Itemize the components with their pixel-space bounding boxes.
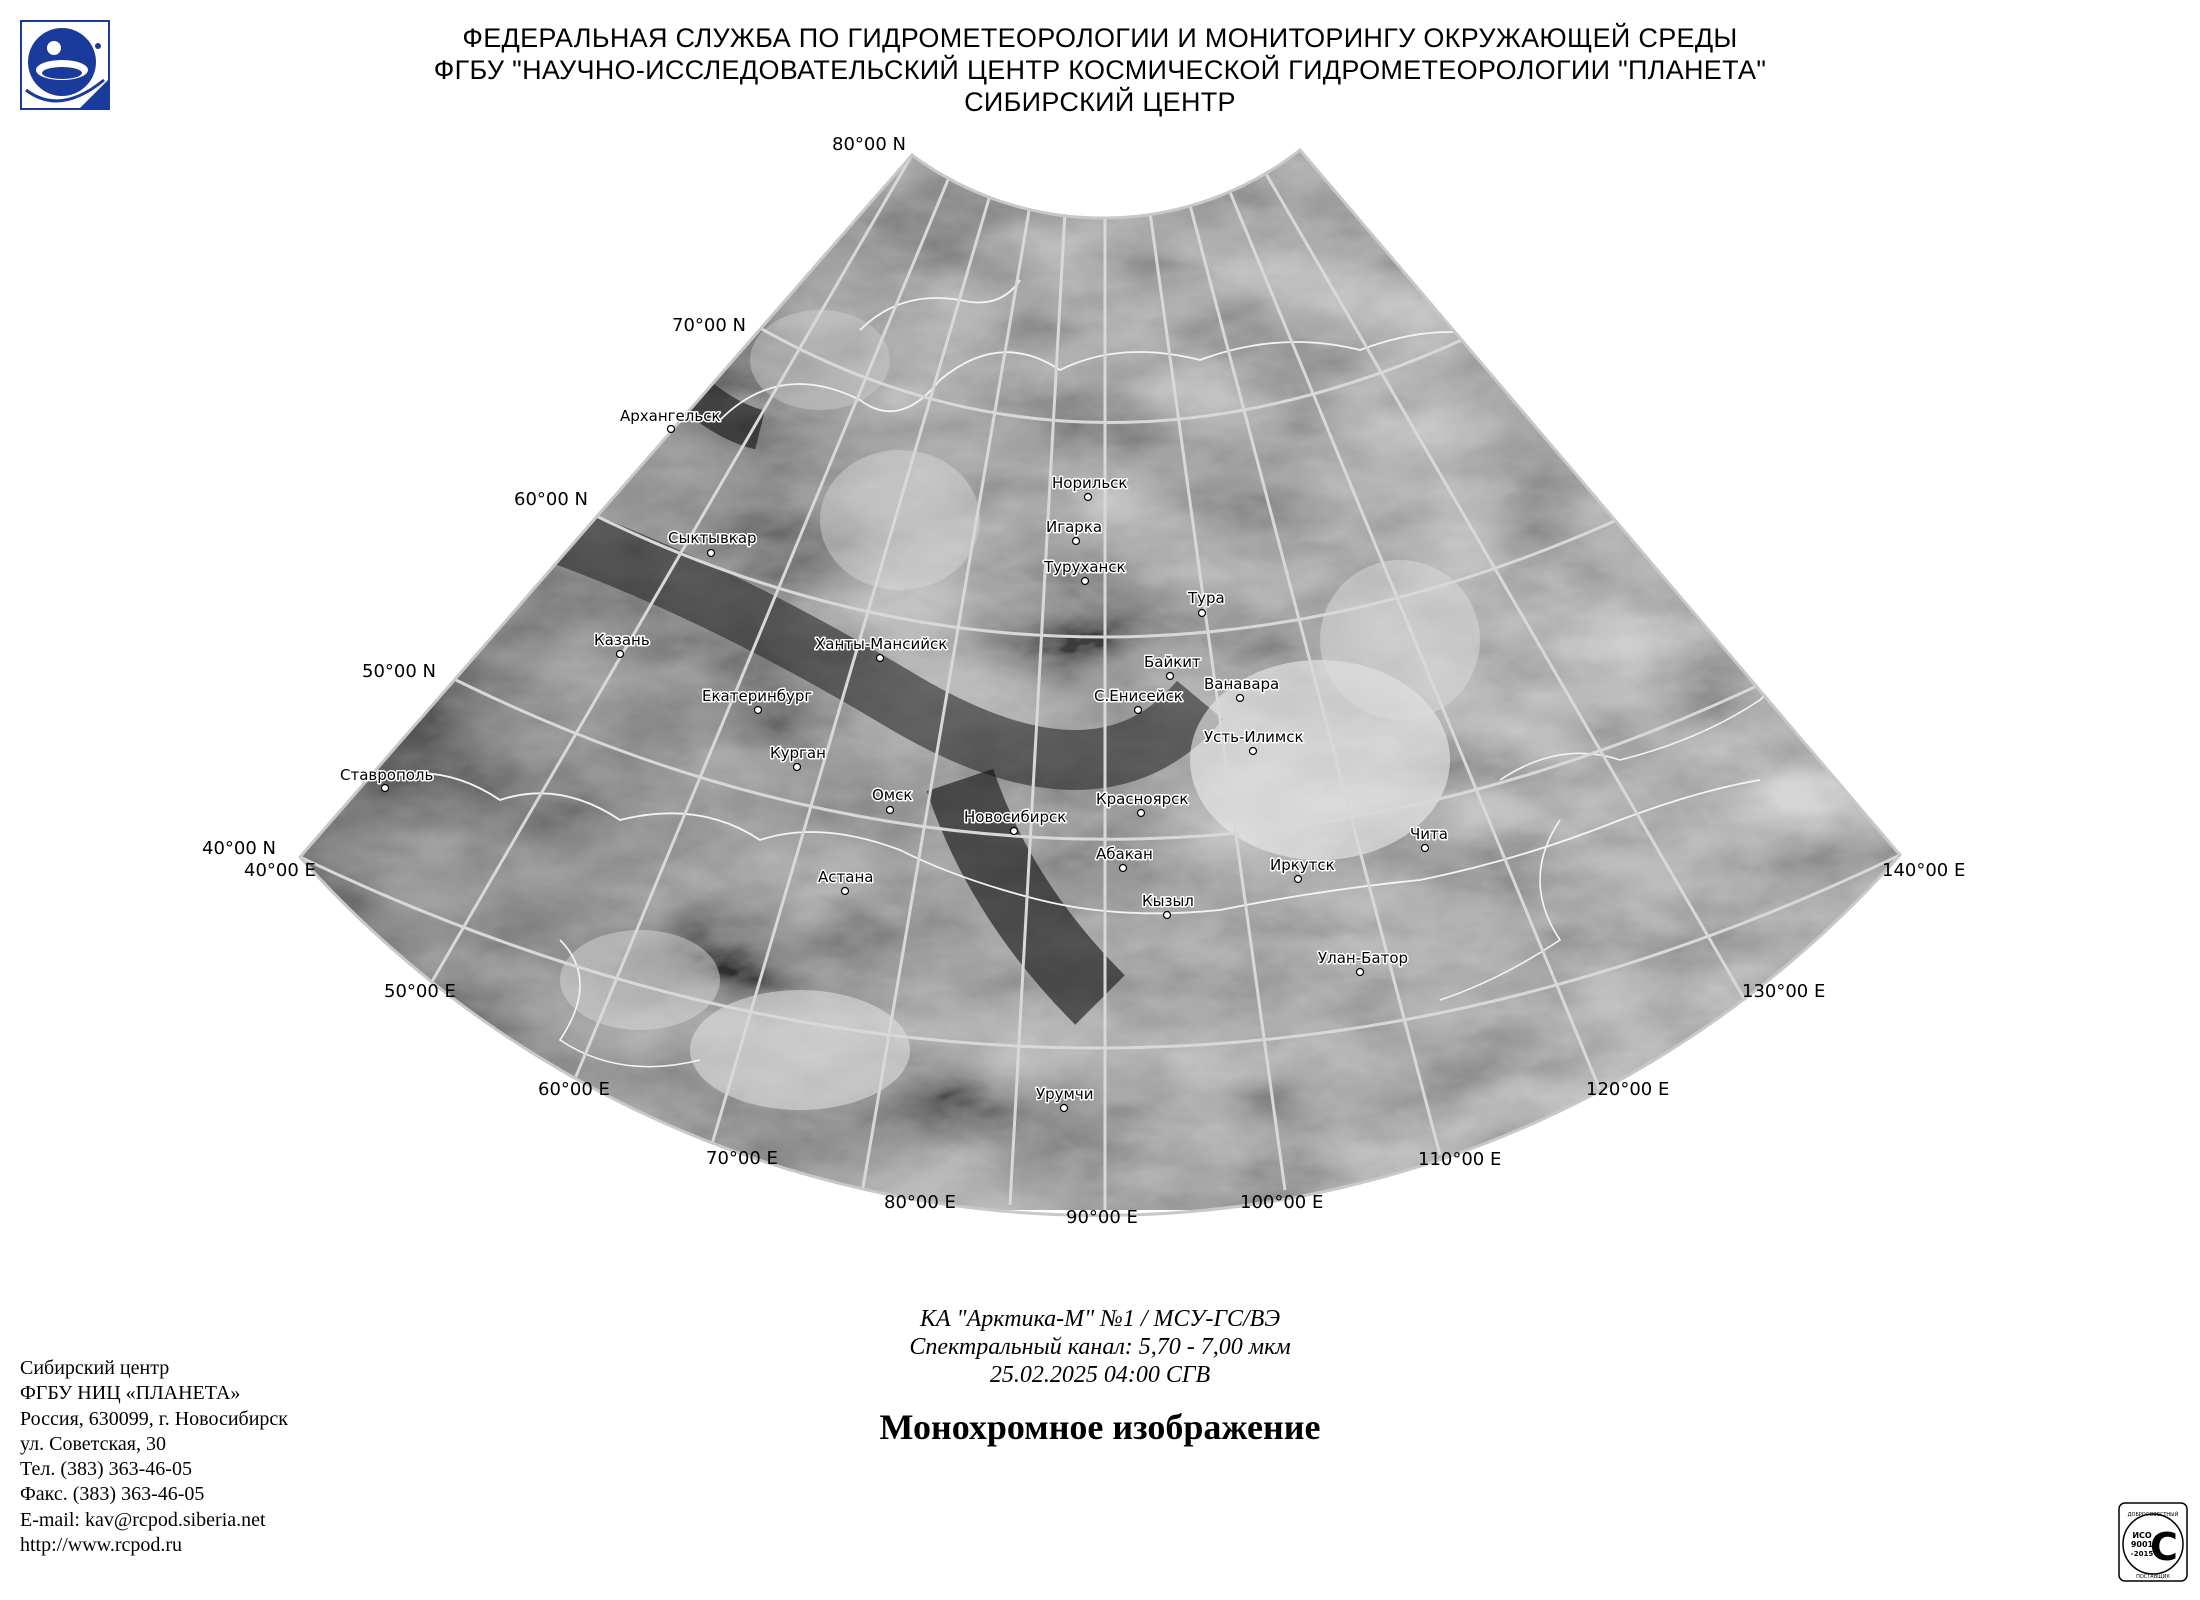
city-label: Астана [818, 868, 874, 886]
iso-badge-letter: С [2150, 1525, 2178, 1569]
lat-label: 60°00 N [514, 489, 588, 510]
city-label: Ханты-Мансийск [815, 635, 948, 653]
city-label: Омск [872, 786, 913, 804]
city-label: Тура [1188, 589, 1225, 607]
contact-line: ФГБУ НИЦ «ПЛАНЕТА» [20, 1382, 241, 1405]
header-line-2: ФГБУ "НАУЧНО-ИССЛЕДОВАТЕЛЬСКИЙ ЦЕНТР КОСМИЧЕСКОЙ ГИДРОМЕТЕОРОЛОГИИ "ПЛАНЕТА" [433, 55, 1767, 85]
lon-label: 140°00 E [1882, 860, 1966, 881]
lon-label: 110°00 E [1418, 1149, 1502, 1170]
city-label: Красноярск [1096, 790, 1189, 808]
iso-certificate-icon [2118, 1502, 2188, 1582]
lon-label: 70°00 E [706, 1148, 778, 1169]
city-label: Сыктывкар [668, 529, 757, 547]
contact-email: E-mail: kav@rcpod.siberia.net [20, 1508, 266, 1531]
iso-badge-line2: 9001 [2130, 1540, 2154, 1549]
lon-label: 90°00 E [1066, 1207, 1138, 1228]
lon-label: 60°00 E [538, 1079, 610, 1100]
city-label: Архангельск [620, 407, 721, 425]
contact-line: ул. Советская, 30 [20, 1432, 166, 1455]
lon-label: 80°00 E [884, 1192, 956, 1213]
city-label: Байкит [1144, 653, 1201, 671]
iso-badge-bottom: ПОСТАВЩИК [2136, 1574, 2170, 1580]
city-label: С.Енисейск [1094, 687, 1183, 705]
city-label: Ванавара [1204, 675, 1280, 693]
lat-label: 70°00 N [672, 315, 746, 336]
city-label: Норильск [1052, 474, 1128, 492]
contacts-block [20, 1356, 288, 1558]
city-label: Улан-Батор [1318, 949, 1409, 967]
city-label: Курган [770, 744, 826, 762]
lat-label: 40°00 N [202, 838, 276, 859]
city-label: Урумчи [1036, 1085, 1094, 1103]
city-label: Казань [594, 631, 650, 649]
caption-satellite: КА "Арктика-М" №1 / МСУ-ГС/ВЭ [919, 1306, 1281, 1332]
lon-label: 130°00 E [1742, 981, 1826, 1002]
contact-line: Сибирский центр [20, 1357, 170, 1379]
caption-channel: Спектральный канал: 5,70 - 7,00 мкм [909, 1334, 1291, 1360]
city-label: Чита [1410, 825, 1448, 843]
city-label: Игарка [1046, 518, 1103, 536]
caption-datetime: 25.02.2025 04:00 СГВ [989, 1362, 1211, 1388]
image-type-title: Монохромное изображение [879, 1407, 1321, 1447]
city-label: Абакан [1096, 845, 1153, 863]
image-caption [700, 1305, 1500, 1389]
city-label: Новосибирск [964, 808, 1067, 826]
iso-badge-line1: ИСО [2132, 1531, 2152, 1540]
city-label: Иркутск [1270, 856, 1335, 874]
contact-website: http://www.rcpod.ru [20, 1534, 183, 1557]
lon-label: 40°00 E [244, 860, 316, 881]
city-label: Екатеринбург [702, 687, 813, 705]
lat-label: 80°00 N [832, 134, 906, 155]
contact-line: Россия, 630099, г. Новосибирск [20, 1407, 289, 1430]
contact-line: Факс. (383) 363-46-05 [20, 1483, 205, 1506]
contact-line: Тел. (383) 363-46-05 [20, 1458, 192, 1481]
lon-label: 50°00 E [384, 981, 456, 1002]
lat-label: 50°00 N [362, 661, 436, 682]
header-line-3: СИБИРСКИЙ ЦЕНТР [964, 87, 1236, 117]
header-line-1: ФЕДЕРАЛЬНАЯ СЛУЖБА ПО ГИДРОМЕТЕОРОЛОГИИ И МОНИТОРИНГУ ОКРУЖАЮЩЕЙ СРЕДЫ [462, 23, 1738, 53]
city-label: Кызыл [1142, 892, 1194, 910]
iso-badge-top: ДОБРОСОВЕСТНЫЙ [2127, 1512, 2179, 1518]
city-label: Ставрополь [340, 766, 434, 784]
lon-label: 120°00 E [1586, 1079, 1670, 1100]
lon-label: 100°00 E [1240, 1192, 1324, 1213]
iso-badge-line3: -2015 [2130, 1550, 2154, 1558]
city-label: Усть-Илимск [1204, 728, 1304, 746]
city-label: Туруханск [1044, 558, 1126, 576]
